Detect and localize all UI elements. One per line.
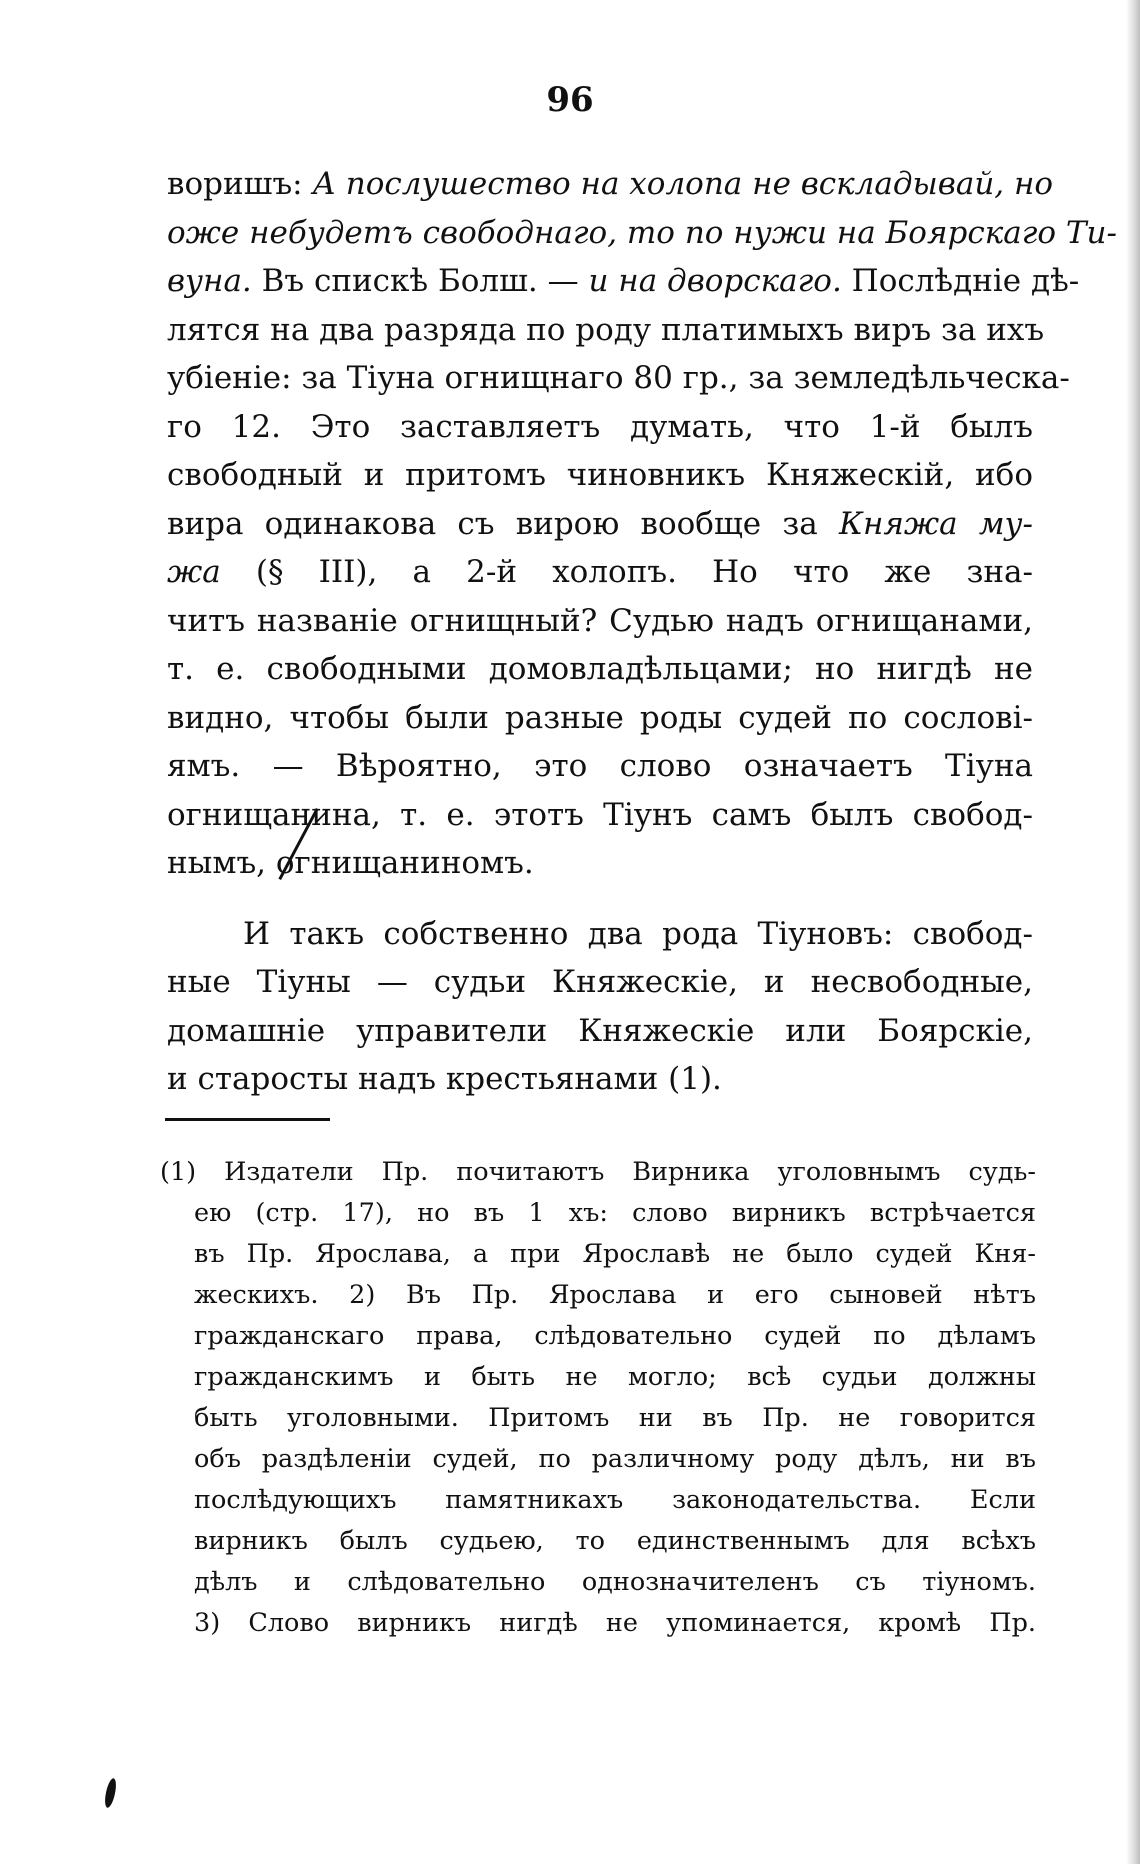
footnote-line: жескихъ. 2) Въ Пр. Ярослава и его сыновей нѣтъ [194,1280,1036,1310]
footnote-line: вирникъ былъ судьею, то единственнымъ для всѣхъ [194,1526,1036,1556]
text-segment: воришъ: [167,166,313,202]
text-line [167,451,1033,500]
text-segment: домашніе управители Княжескіе или Боярскіе, [167,1012,1033,1049]
footnote [160,1152,1036,1644]
text-segment: т. е. свободными домовладѣльцами; но нигдѣ не [167,651,1033,687]
italic-text: жа [167,554,221,590]
paragraph-2 [167,910,1033,1104]
footnote-line: гражданскаго права, слѣдовательно судей по дѣламъ [194,1321,1036,1351]
footnote-line: послѣдующихъ памятникахъ законодательства. Если [194,1485,1036,1515]
text-segment: свободный и притомъ чиновникъ Княжескій, ибо [167,457,1033,493]
footnote-line: 3) Слово вирникъ нигдѣ не упоминается, кромѣ Пр. [194,1608,1036,1638]
footnote-line: ею (стр. 17), но въ 1 хъ: слово вирникъ встрѣчается [194,1198,1036,1228]
footnote-separator [165,1118,330,1121]
text-line [167,645,1033,694]
text-line [167,403,1033,452]
italic-text: Княжа му- [838,505,1034,542]
footnote-line: (1) Издатели Пр. почитаютъ Вирника уголовнымъ судь- [160,1157,1036,1187]
text-line [167,209,1117,258]
footnote-line: дѣлъ и слѣдовательно однозначителенъ съ тіуномъ. [194,1567,1036,1597]
text-segment: Послѣдніе дѣ- [841,263,1080,299]
page-edge-shadow [1126,0,1140,1864]
text-line [167,306,1045,355]
text-segment: (§ III), а 2-й холопъ. Но что же зна- [220,554,1033,590]
paragraph-gap [167,888,1033,910]
footnote-line: гражданскимъ и быть не могло; всѣ судьи должны [194,1362,1036,1392]
text-line [167,910,1033,959]
footnote-line: въ Пр. Ярослава, а при Ярославѣ не было судей Кня- [194,1239,1036,1269]
footnote-line: объ раздѣленіи судей, по различному роду дѣлъ, ни въ [194,1444,1036,1474]
page-number: 96 [546,80,594,120]
text-line [167,958,1033,1007]
paragraph-1 [167,160,1117,888]
footnote-line: быть уголовными. Притомъ ни въ Пр. не говорится [194,1403,1036,1433]
text-line [167,354,1070,403]
text-line [167,597,1033,646]
text-line [167,742,1033,791]
text-line [167,548,1033,597]
italic-text: вуна. [167,263,252,299]
text-line [167,160,1054,209]
text-segment: лятся на два разряда по роду платимыхъ виръ за ихъ [167,311,1045,348]
text-line [167,1007,1033,1056]
text-line [167,791,1033,840]
text-line [167,694,1033,743]
text-segment: вира одинакова съ вирою вообще за [167,505,839,542]
text-segment: и старосты надъ крестьянами (1). [167,1061,722,1097]
text-line [167,1055,1033,1104]
text-segment: нымъ, огнищаниномъ. [167,845,534,881]
italic-text: А послушество на холопа не вскладывай, но [312,166,1054,202]
text-segment: видно, чтобы были разные роды судей по сослові- [167,699,1033,736]
text-segment: го 12. Это заставляетъ думать, что 1-й былъ [167,408,1033,445]
italic-text: и на дворскаго. [588,263,842,299]
text-segment: убіеніе: за Тіуна огнищнаго 80 гр., за земледѣльческа- [167,360,1070,396]
text-segment: Въ спискѣ Болш. — [251,263,589,299]
text-segment: читъ названіе огнищный? Судью надъ огнищанами, [167,602,1033,639]
ink-blot-mark [103,1777,118,1808]
text-segment: И такъ собственно два рода Тіуновъ: свобод- [243,915,1033,952]
text-segment: ямъ. — Вѣроятно, это слово означаетъ Тіуна [167,748,1033,784]
main-text [167,160,1117,1104]
italic-text: оже небудетъ свободнаго, то по нужи на Боярскаго Ти- [167,214,1117,251]
text-line [167,257,1080,306]
text-line [167,500,1033,549]
text-segment: ные Тіуны — судьи Княжескіе, и несвободные, [167,964,1033,1000]
text-segment: огнищанина, т. е. этотъ Тіунъ самъ былъ свобод- [167,796,1033,833]
